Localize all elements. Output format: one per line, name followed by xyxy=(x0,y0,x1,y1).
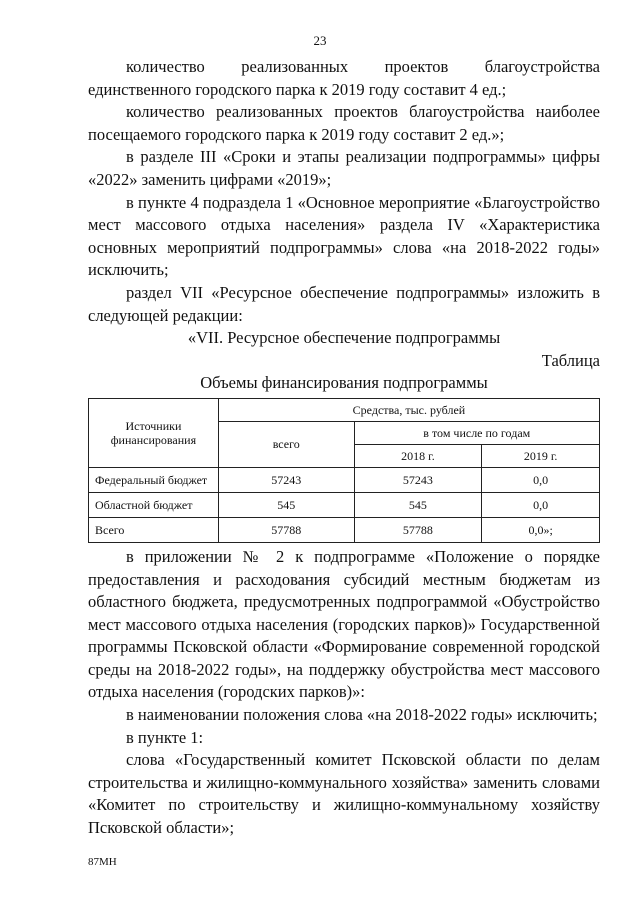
row-2018: 57788 xyxy=(354,517,482,542)
table-label: Таблица xyxy=(541,350,600,370)
row-2018: 545 xyxy=(354,492,482,517)
row-total: 57788 xyxy=(218,517,354,542)
header-year-2019: 2019 г. xyxy=(482,444,600,467)
paragraph: в пункте 1: xyxy=(126,727,204,747)
table-row xyxy=(89,517,600,542)
page-number: 23 xyxy=(313,33,327,48)
paragraph: слова «Государственный комитет Псковской области по делам строительства и жилищно-коммунального хозяйства» заменить словами «Комитет по строительству и жилищно-коммунальному хозяйству Псковской области»; xyxy=(88,750,600,838)
financing-table xyxy=(88,398,600,543)
table-row xyxy=(89,467,600,492)
table-title: Объемы финансирования подпрограммы xyxy=(200,373,488,393)
header-total: всего xyxy=(218,421,354,467)
header-funds: Средства, тыс. рублей xyxy=(218,398,599,421)
header-sources: Источники финансирования xyxy=(89,398,219,467)
section-heading: «VII. Ресурсное обеспечение подпрограммы xyxy=(187,328,501,348)
paragraph: в пункте 4 подраздела 1 «Основное мероприятие «Благоустройство мест массового отдыха населения» раздела IV «Характеристика основных мероприятий подпрограммы» слова «на 2018-2022 годы» исключить; xyxy=(88,192,600,280)
paragraph: в разделе III «Сроки и этапы реализации подпрограммы» цифры «2022» заменить цифрами «2019»; xyxy=(88,147,600,189)
paragraph: в наименовании положения слова «на 2018-2022 годы» исключить; xyxy=(126,705,598,725)
header-year-2018: 2018 г. xyxy=(354,444,482,467)
row-source: Федеральный бюджет xyxy=(89,467,219,492)
row-source: Всего xyxy=(89,517,219,542)
table-row xyxy=(89,492,600,517)
footer-code: 87МН xyxy=(88,856,117,868)
paragraph: количество реализованных проектов благоустройства наиболее посещаемого городского парка к 2019 году составит 2 ед.»; xyxy=(88,102,600,144)
row-2019: 0,0»; xyxy=(482,517,600,542)
paragraph: раздел VII «Ресурсное обеспечение подпрограммы» изложить в следующей редакции: xyxy=(88,282,600,325)
paragraph: количество реализованных проектов благоустройства единственного городского парка к 2019 году составит 4 ед.; xyxy=(88,57,600,99)
row-source: Областной бюджет xyxy=(89,492,219,517)
paragraph: в приложении № 2 к подпрограмме «Положение о порядке предоставления и расходования субсидий местным бюджетам из областного бюджета, предусмотренных подпрограммой «Обустройство мест массового отдыха населения (городских парков)» Государственной программы Псковской области «Формирование современной городской среды на 2018-2022 годы», на поддержку обустройства мест массового отдыха населения (городских парков)»: xyxy=(88,546,600,702)
header-by-years: в том числе по годам xyxy=(354,421,599,444)
row-2018: 57243 xyxy=(354,467,482,492)
document-body xyxy=(88,56,600,840)
row-total: 545 xyxy=(218,492,354,517)
row-2019: 0,0 xyxy=(482,467,600,492)
row-total: 57243 xyxy=(218,467,354,492)
row-2019: 0,0 xyxy=(482,492,600,517)
